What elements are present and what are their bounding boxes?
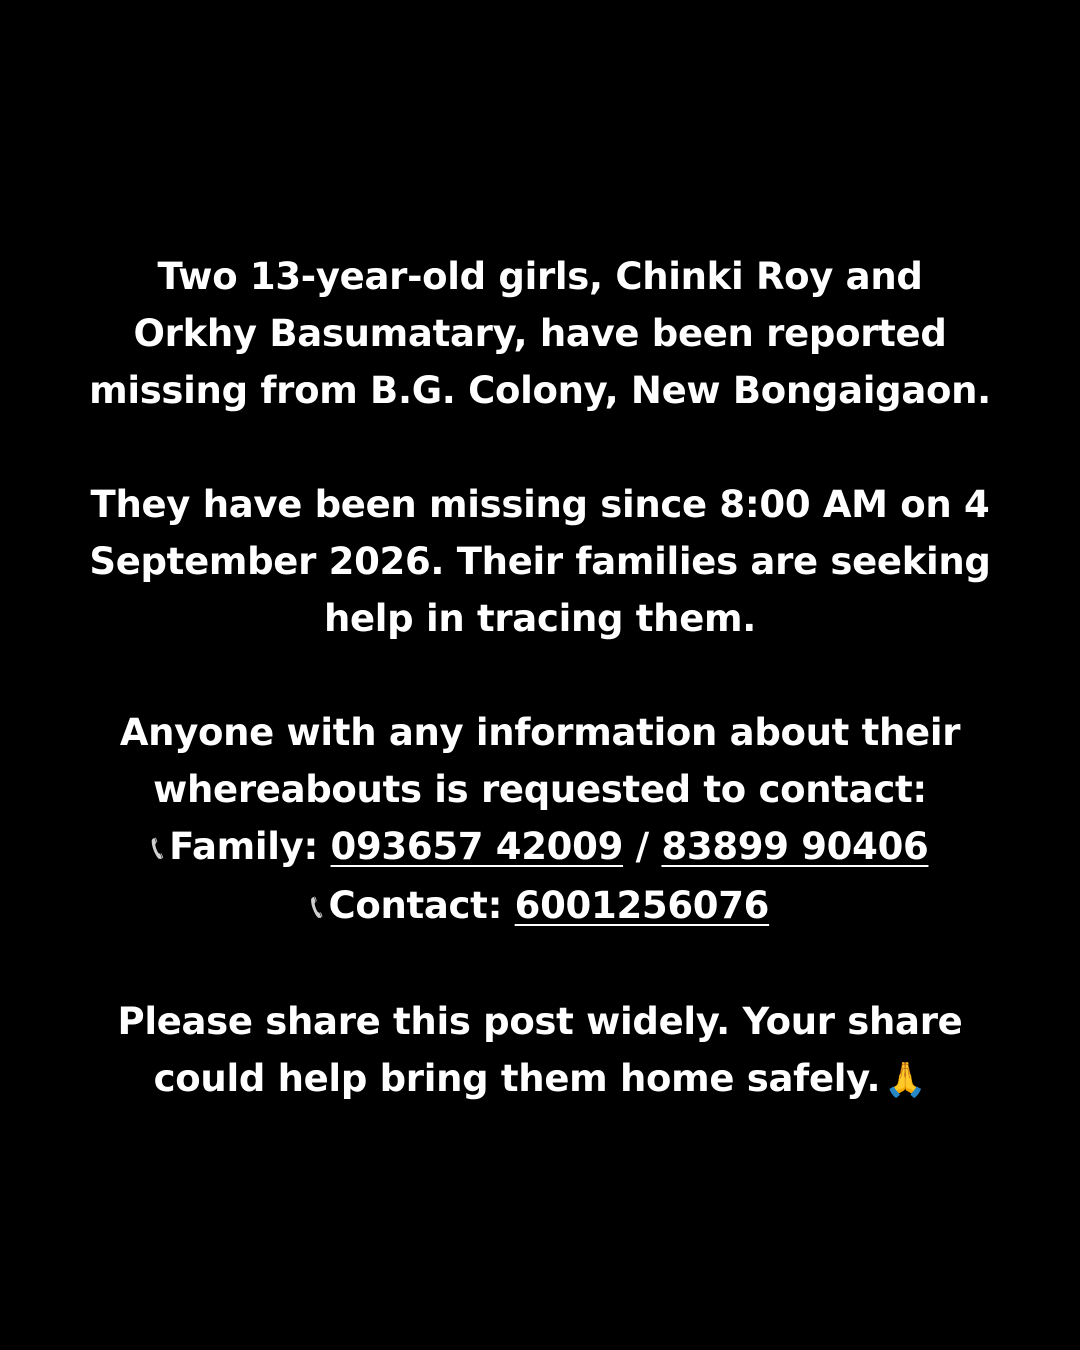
paragraph-contact (0, 704, 1080, 936)
family-phone-link-2[interactable]: 83899 90406 (661, 825, 929, 868)
missing-persons-post (0, 248, 1080, 1109)
missing-since-line-1: They have been missing since 8:00 AM on 4 (90, 483, 990, 526)
family-label: Family: (169, 825, 318, 868)
phone-separator: / (635, 825, 649, 868)
paragraph-report (0, 248, 1080, 419)
contact-phone-link[interactable]: 6001256076 (514, 884, 770, 927)
missing-since-line-2: September 2026. Their families are seeking (89, 540, 991, 583)
general-contact-row (0, 877, 1080, 936)
family-contact-row (0, 818, 1080, 877)
share-line-2-text: could help bring them home safely. (153, 1057, 881, 1100)
contact-label: Contact: (328, 884, 503, 927)
family-phone-link-1[interactable]: 093657 42009 (330, 825, 624, 868)
share-line-1: Please share this post widely. Your share (117, 1000, 963, 1043)
telephone-receiver-icon: 📞︎ (310, 887, 323, 927)
paragraph-missing-since (0, 476, 1080, 647)
folded-hands-icon: 🙏 (884, 1060, 927, 1100)
paragraph-share-request (0, 993, 1080, 1109)
report-line-3: missing from B.G. Colony, New Bongaigaon. (89, 369, 991, 412)
missing-since-line-3: help in tracing them. (323, 597, 757, 640)
contact-line-2: whereabouts is requested to contact: (153, 768, 927, 811)
report-line-1: Two 13-year-old girls, Chinki Roy and (157, 255, 923, 298)
telephone-receiver-icon: 📞︎ (151, 828, 164, 868)
contact-line-1: Anyone with any information about their (119, 711, 961, 754)
share-line-2 (0, 1050, 1080, 1109)
report-line-2: Orkhy Basumatary, have been reported (133, 312, 947, 355)
